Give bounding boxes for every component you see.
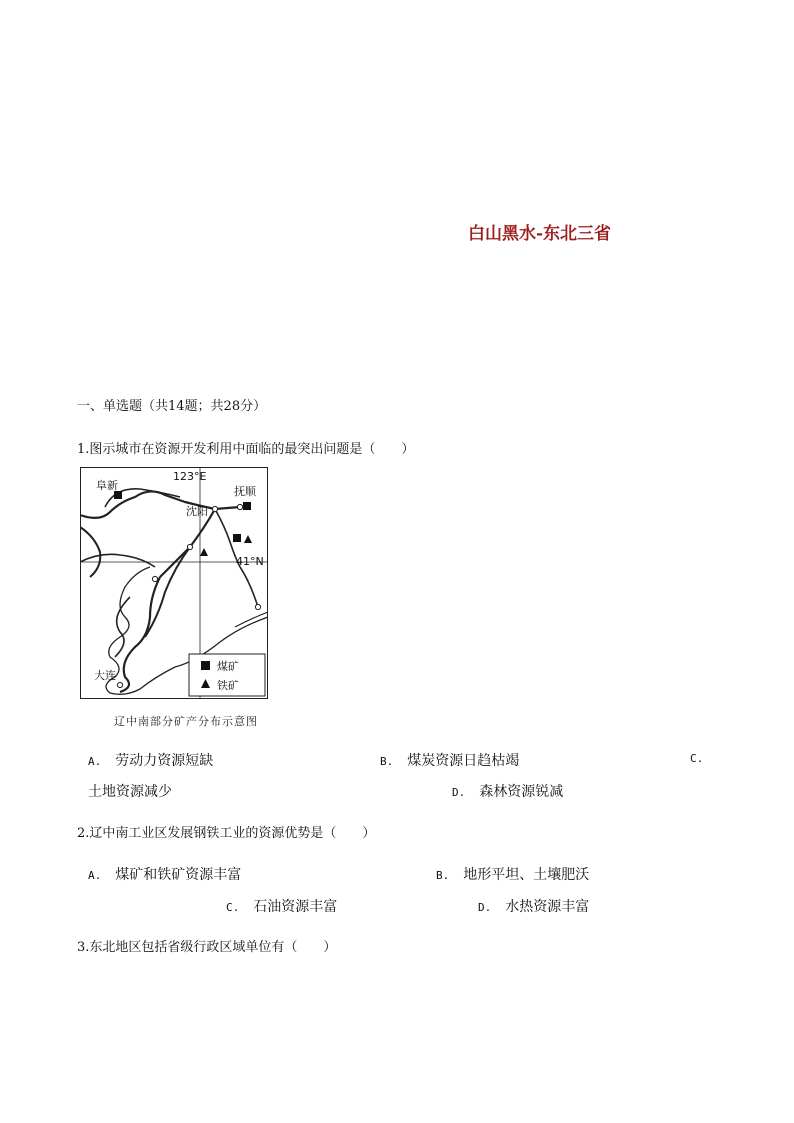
q1-option-a[interactable]	[88, 750, 213, 770]
option-letter: A.	[88, 755, 102, 768]
legend-coal-label: 煤矿	[217, 660, 239, 673]
q1-option-c-text[interactable]	[88, 781, 172, 801]
question-1-stem: 1.图示城市在资源开发利用中面临的最突出问题是（ ）	[77, 442, 415, 457]
option-letter: A.	[88, 869, 102, 882]
option-text: 煤炭资源日趋枯竭	[407, 753, 520, 769]
option-text: 劳动力资源短缺	[115, 753, 214, 769]
option-text: 煤矿和铁矿资源丰富	[115, 867, 242, 883]
option-text: 森林资源锐减	[479, 784, 564, 800]
page-title: 白山黑水-东北三省	[468, 224, 612, 244]
city-label-fuxin: 阜新	[96, 479, 118, 492]
q2-option-d[interactable]	[478, 896, 589, 916]
option-letter: B.	[436, 869, 450, 882]
question-3-stem: 3.东北地区包括省级行政区域单位有（ ）	[77, 940, 337, 955]
q2-option-c[interactable]	[226, 896, 337, 916]
option-letter: D.	[478, 901, 492, 914]
option-letter: B.	[380, 755, 394, 768]
q2-option-a[interactable]	[88, 864, 241, 884]
legend-coal-icon	[201, 661, 210, 670]
option-text: 石油资源丰富	[253, 899, 338, 915]
coal-mine-fuxin	[114, 491, 122, 499]
q1-option-d[interactable]	[452, 781, 563, 801]
map-caption: 辽中南部分矿产分布示意图	[114, 715, 258, 728]
option-text: 土地资源减少	[88, 784, 172, 800]
coal-mine-benxi	[233, 534, 241, 542]
legend-iron-label: 铁矿	[217, 679, 239, 692]
q2-option-b[interactable]	[436, 864, 589, 884]
option-letter: C.	[690, 752, 704, 765]
section-header: 一、单选题（共14题；共28分）	[77, 399, 267, 414]
city-label-fushun: 抚顺	[234, 485, 256, 498]
question-2-stem: 2.辽中南工业区发展钢铁工业的资源优势是（ ）	[77, 826, 376, 841]
coal-mine-fushun	[243, 502, 251, 510]
q1-option-c-letter[interactable]	[690, 750, 717, 766]
latitude-label: 41°N	[236, 555, 264, 568]
q1-option-b[interactable]	[380, 750, 519, 770]
city-label-dalian: 大连	[94, 669, 116, 682]
mineral-map	[80, 467, 268, 699]
city-label-shenyang: 沈阳	[186, 505, 208, 518]
option-text: 地形平坦、土壤肥沃	[463, 867, 590, 883]
option-text: 水热资源丰富	[505, 899, 590, 915]
longitude-label: 123°E	[173, 470, 207, 483]
option-letter: D.	[452, 786, 466, 799]
option-letter: C.	[226, 901, 240, 914]
